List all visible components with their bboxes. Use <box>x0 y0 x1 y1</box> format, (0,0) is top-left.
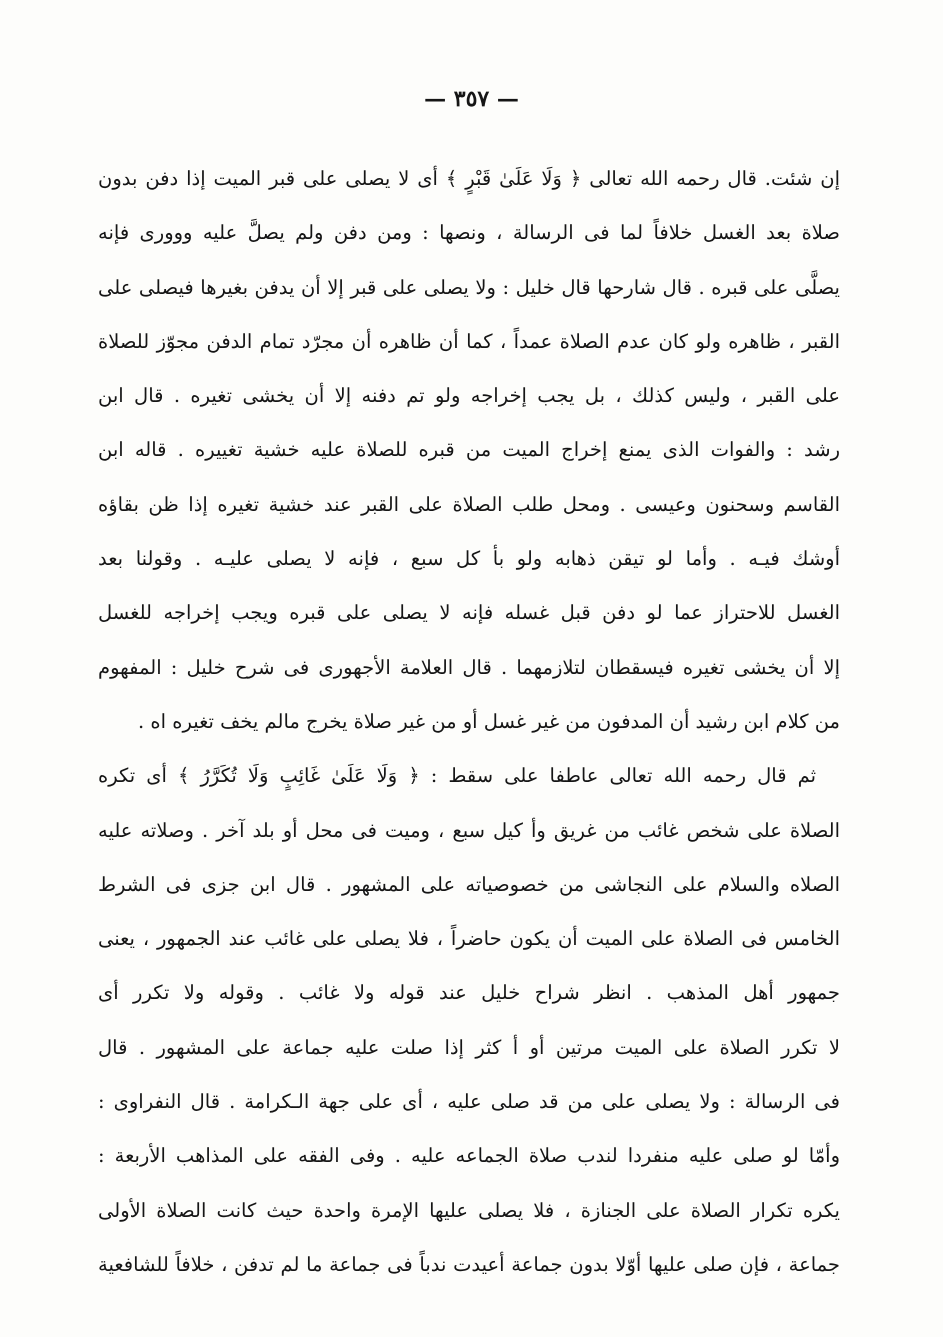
text-line: القبر ، ظاهره ولو كان عدم الصلاة عمداً ، كما أن ظاهره أن مجرّد تمام الدفن مجوّز للصلاة <box>98 329 840 353</box>
text-line: رشد : والفوات الذى يمنع إخراج الميت من قبره للصلاة عليه خشية تغييره . قاله ابن <box>98 438 840 462</box>
text-line: وأمّا لو صلى عليه منفردا لندب صلاة الجماعه عليه . وفى الفقه على المذاهب الأربعة : <box>98 1144 840 1168</box>
text-line: الصلاه والسلام على النجاشى من خصوصياته على المشهور . قال ابن جزى فى الشرط <box>98 872 840 896</box>
text-line: جماعة ، فإن صلى عليها أوّلا بدون جماعة أعيدت ندباً فى جماعة ما لم تدفن ، خلافاً للشافعية <box>98 1252 840 1276</box>
text-line: صلاة بعد الغسل خلافاً لما فى الرسالة ، ونصها : ومن دفن ولم يصلَّ عليه ووورى فإنه <box>98 221 840 245</box>
text-line: يكره تكرار الصلاة على الجنازة ، فلا يصلى عليها الإمرة واحدة حيث كانت الصلاة الأولى <box>98 1198 840 1222</box>
text-body <box>98 152 840 1292</box>
text-line: الخامس فى الصلاة على الميت أن يكون حاضراً ، فلا يصلى على غائب عند الجمهور ، يعنى <box>98 927 840 951</box>
text-line: إن شئت. قال رحمه الله تعالى ﴿ وَلَا عَلَىٰ قَبْرٍ ﴾ أى لا يصلى على قبر الميت إذا دفن بدون <box>98 167 840 190</box>
text-line: أوشك فيـه . وأما لو تيقن ذهابه ولو بأ كل سبع ، فإنه لا يصلى عليـه . وقولنا بعد <box>98 547 840 571</box>
text-line: القاسم وسحنون وعيسى . ومحل طلب الصلاة على القبر عند خشية تغيره إذا ظن بقاؤه <box>98 492 840 516</box>
text-line: الصلاة على شخص غائب من غريق وأ كيل سبع ، وميت فى محل أو بلد آخر . وصلاته عليه <box>98 818 840 842</box>
text-line: فى الرسالة : ولا يصلى على من قد صلى عليه ، أى على جهة الـكرامة . قال النفراوى : <box>98 1090 840 1114</box>
text-line: على القبر ، وليس كذلك ، بل يجب إخراجه ولو تم دفنه إلا أن يخشى تغيره . قال ابن <box>98 384 840 408</box>
text-line: من كلام ابن رشيد أن المدفون من غير غسل أو من غير صلاة يخرج مالم يخف تغيره اه . <box>138 709 840 733</box>
text-line: الغسل للاحتراز عما لو دفن قبل غسله فإنه لا يصلى على قبره ويجب إخراجه للغسل <box>98 601 840 625</box>
text-line: ثم قال رحمه الله تعالى عاطفا على سقط : ﴿ وَلَا عَلَىٰ غَائِبٍ وَلَا تُكَرَّرُ ﴾ أى تكره <box>98 764 816 788</box>
text-line: يصلَّى على قبره . قال شارحها قال خليل : ولا يصلى على قبر إلا أن يدفن بغيرها فيصلى على <box>98 275 840 299</box>
text-line: جمهور أهل المذهب . انظر شراح خليل عند قوله ولا غائب . وقوله ولا تكرر أى <box>98 981 840 1005</box>
text-line: لا تكرر الصلاة على الميت مرتين أو أ كثر إذا صلت عليه جماعة على المشهور . قال <box>98 1035 840 1059</box>
text-line: إلا أن يخشى تغيره فيسقطان لتلازمهما . قال العلامة الأجهورى فى شرح خليل : المفهوم <box>98 655 840 679</box>
page-number: — ٣٥٧ — <box>424 86 519 112</box>
